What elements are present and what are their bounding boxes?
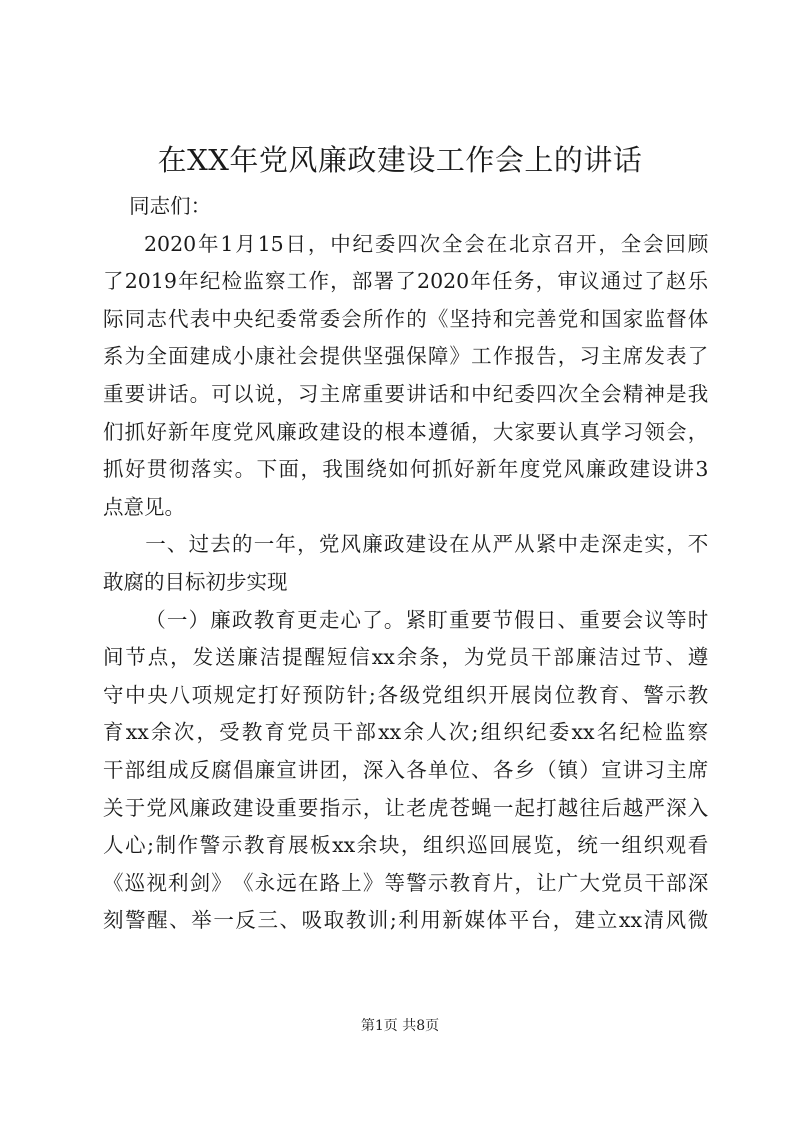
body-line: （一）廉政教育更走心了。紧盯重要节假日、重要会议等时: [144, 607, 709, 632]
body-line: 际同志代表中央纪委常委会所作的《坚持和完善党和国家监督体: [103, 306, 709, 331]
body-line: 抓好贯彻落实。下面，我围绕如何抓好新年度党风廉政建设讲3: [103, 457, 709, 482]
body-line: 育xx余次，受教育党员干部xx余人次;组织纪委xx名纪检监察: [103, 720, 709, 745]
body-line: 们抓好新年度党风廉政建设的根本遵循，大家要认真学习领会，: [103, 419, 709, 444]
body-line: 点意见。: [103, 494, 185, 519]
body-line: 敢腐的目标初步实现: [103, 569, 288, 594]
document-body: [103, 188, 708, 940]
body-line: 人心;制作警示教育展板xx余块，组织巡回展览，统一组织观看: [103, 833, 709, 858]
body-line: 2020年1月15日，中纪委四次全会在北京召开，全会回顾: [144, 231, 709, 256]
body-line: 关于党风廉政建设重要指示，让老虎苍蝇一起打越往后越严深入: [103, 795, 709, 820]
body-line: 系为全面建成小康社会提供坚强保障》工作报告，习主席发表了: [103, 344, 709, 369]
body-line: 了2019年纪检监察工作，部署了2020年任务，审议通过了赵乐: [103, 269, 709, 294]
body-line: 间节点，发送廉洁提醒短信xx余条，为党员干部廉洁过节、遵: [103, 645, 709, 670]
body-line: 同志们：: [103, 194, 212, 218]
body-line: 重要讲话。可以说，习主席重要讲话和中纪委四次全会精神是我: [103, 381, 709, 406]
body-line: 守中央八项规定打好预防针;各级党组织开展岗位教育、警示教: [103, 682, 709, 707]
body-line: 一、过去的一年，党风廉政建设在从严从紧中走深走实，不: [144, 532, 709, 557]
document-title: 在XX年党风廉政建设工作会上的讲话: [157, 143, 643, 177]
page-footer: 第1页 共8页: [360, 1018, 440, 1034]
body-line: 《巡视利剑》《永远在路上》等警示教育片，让广大党员干部深: [103, 870, 709, 895]
body-line: 干部组成反腐倡廉宣讲团，深入各单位、各乡（镇）宣讲习主席: [103, 757, 709, 782]
body-line: 刻警醒、举一反三、吸取教训;利用新媒体平台，建立xx清风微: [103, 908, 709, 933]
